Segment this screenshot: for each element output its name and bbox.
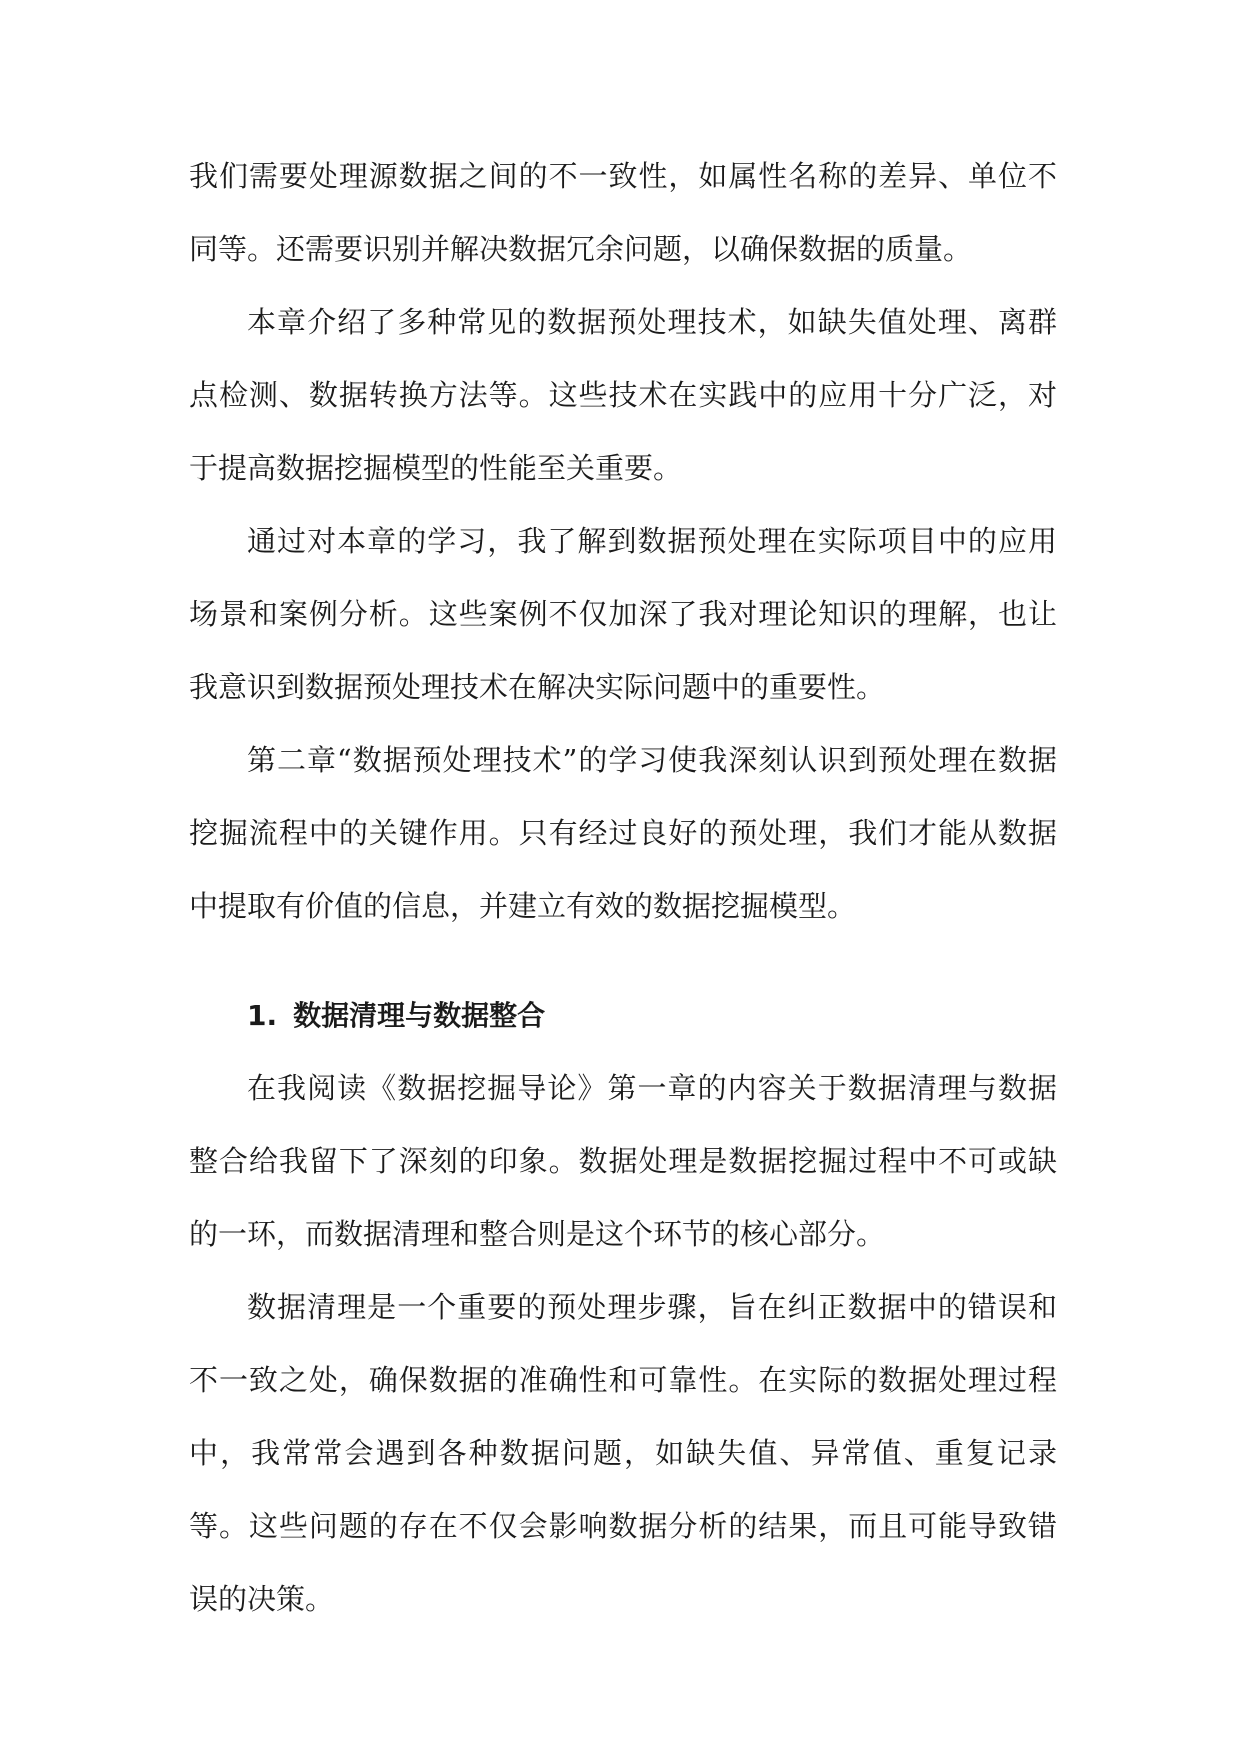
section-heading [189,979,1057,1052]
paragraph-6: 数据清理是一个重要的预处理步骤，旨在纠正数据中的错误和不一致之处，确保数据的准确性和可靠性。在实际的数据处理过程中，我常常会遇到各种数据问题，如缺失值、异常值、重复记录等。这些问题的存在不仅会影响数据分析的结果，而且可能导致错误的决策。 [189,1290,1057,1616]
paragraph-1: 我们需要处理源数据之间的不一致性，如属性名称的差异、单位不同等。还需要识别并解决数据冗余问题，以确保数据的质量。 [189,159,1057,266]
paragraph-2: 本章介绍了多种常见的数据预处理技术，如缺失值处理、离群点检测、数据转换方法等。这些技术在实践中的应用十分广泛，对于提高数据挖掘模型的性能至关重要。 [189,305,1057,485]
document-body [189,140,1057,1636]
section-number: 1. [247,999,278,1032]
paragraph-3: 通过对本章的学习，我了解到数据预处理在实际项目中的应用场景和案例分析。这些案例不仅加深了我对理论知识的理解，也让我意识到数据预处理技术在解决实际问题中的重要性。 [189,524,1057,704]
section-title: 数据清理与数据整合 [293,999,546,1032]
paragraph-5: 在我阅读《数据挖掘导论》第一章的内容关于数据清理与数据整合给我留下了深刻的印象。数据处理是数据挖掘过程中不可或缺的一环，而数据清理和整合则是这个环节的核心部分。 [189,1071,1057,1251]
paragraph-4: 第二章“数据预处理技术”的学习使我深刻认识到预处理在数据挖掘流程中的关键作用。只有经过良好的预处理，我们才能从数据中提取有价值的信息，并建立有效的数据挖掘模型。 [189,743,1057,923]
